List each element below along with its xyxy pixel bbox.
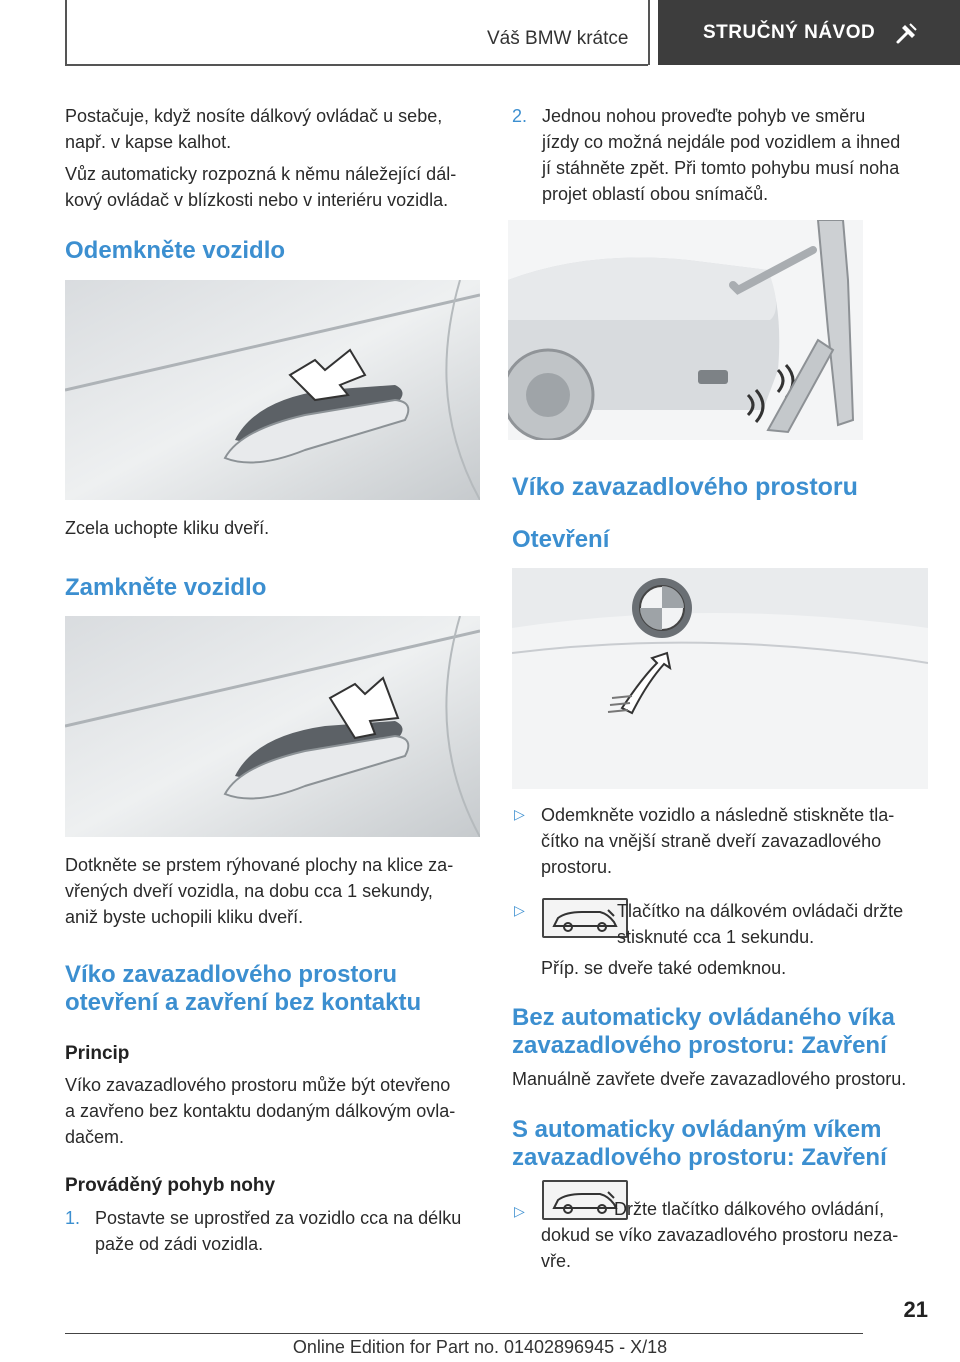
intro-line: např. v kapse kalhot. — [65, 132, 232, 152]
intro-line: Vůz automaticky rozpozná k němu náležející dál‐ — [65, 164, 457, 184]
heading-handsfree: Víko zavazadlového prostoru — [65, 961, 398, 988]
heading-principle: Princip — [65, 1043, 130, 1064]
door-handle-lock-image — [65, 616, 480, 837]
header-rule — [65, 64, 648, 66]
heading-manual-close: Bez automaticky ovládaného víka — [512, 1004, 895, 1031]
step-text: paže od zádi vozidla. — [95, 1234, 264, 1254]
auto-close-text: vře. — [541, 1251, 572, 1271]
principle-text: Víko zavazadlového prostoru může být otevřeno — [65, 1075, 451, 1095]
open-step-text: prostoru. — [541, 857, 613, 877]
trunk-button-image — [512, 568, 928, 789]
heading-auto-close: S automaticky ovládaným víkem — [512, 1116, 882, 1143]
unlock-instruction: Zcela uchopte kliku dveří. — [65, 518, 270, 538]
heading-handsfree: otevření a zavření bez kontaktu — [65, 989, 422, 1016]
lock-instruction: vřených dveří vozidla, na dobu cca 1 sekundy, — [65, 881, 433, 901]
step-number: 1. — [65, 1208, 81, 1228]
open-step-text: Tlačítko na dálkovém ovládači držte — [617, 901, 904, 921]
header-left-rule — [65, 0, 67, 65]
step-text: jízdy co možná nejdále pod vozidlem a ihned — [542, 132, 901, 152]
kick-sensor-image — [508, 220, 863, 440]
intro-line: kový ovládač v blízkosti nebo v interiéru vozidla. — [65, 190, 449, 210]
step-text: projet oblastí obou snímačů. — [542, 184, 769, 204]
bullet-marker: ▷ — [514, 806, 525, 822]
header-tab-divider — [648, 0, 650, 65]
bullet-marker: ▷ — [514, 902, 525, 918]
door-handle-unlock-image — [65, 280, 480, 500]
auto-close-text: dokud se víko zavazadlového prostoru neza‐ — [541, 1225, 899, 1245]
principle-text: dačem. — [65, 1127, 125, 1147]
tools-icon — [895, 21, 919, 45]
heading-trunk: Víko zavazadlového prostoru — [512, 473, 858, 501]
manual-close-text: Manuálně zavřete dveře zavazadlového prostoru. — [512, 1069, 907, 1089]
open-step-text: Odemkněte vozidlo a následně stiskněte tla‐ — [541, 805, 895, 825]
open-step-text: stisknuté cca 1 sekundu. — [617, 927, 815, 947]
section-tab — [658, 0, 960, 65]
heading-unlock: Odemkněte vozidlo — [65, 237, 286, 264]
page-number: 21 — [903, 1297, 928, 1322]
remote-trunk-button-icon — [542, 898, 628, 938]
section-label: Váš BMW krátce — [487, 28, 629, 49]
lock-instruction: Dotkněte se prstem rýhované plochy na klice za‐ — [65, 855, 454, 875]
intro-line: Postačuje, když nosíte dálkový ovládač u sebe, — [65, 106, 443, 126]
step-text: Jednou nohou proveďte pohyb ve směru — [542, 106, 866, 126]
heading-lock: Zamkněte vozidlo — [65, 574, 267, 601]
step-text: jí stáhněte zpět. Při tomto pohybu musí noha — [542, 158, 900, 178]
auto-close-text: Držte tlačítko dálkového ovládání, — [614, 1199, 885, 1219]
heading-foot-motion: Prováděný pohyb nohy — [65, 1175, 276, 1196]
principle-text: a zavřeno bez kontaktu dodaným dálkovým ovla‐ — [65, 1101, 456, 1121]
step-number: 2. — [512, 106, 528, 126]
bullet-marker: ▷ — [514, 1203, 525, 1219]
open-step-note: Příp. se dveře také odemknou. — [541, 958, 787, 978]
heading-manual-close: zavazadlového prostoru: Zavření — [512, 1032, 887, 1059]
footer-edition: Online Edition for Part no. 01402896945 - X/18 — [292, 1337, 668, 1357]
footer-rule — [65, 1333, 863, 1334]
open-step-text: čítko na vnější straně dveří zavazadlového — [541, 831, 882, 851]
section-tab-label: STRUČNÝ NÁVOD — [703, 21, 876, 43]
step-text: Postavte se uprostřed za vozidlo cca na délku — [95, 1208, 462, 1228]
heading-open: Otevření — [512, 526, 610, 553]
heading-auto-close: zavazadlového prostoru: Zavření — [512, 1144, 887, 1171]
lock-instruction: aniž byste uchopili kliku dveří. — [65, 907, 304, 927]
